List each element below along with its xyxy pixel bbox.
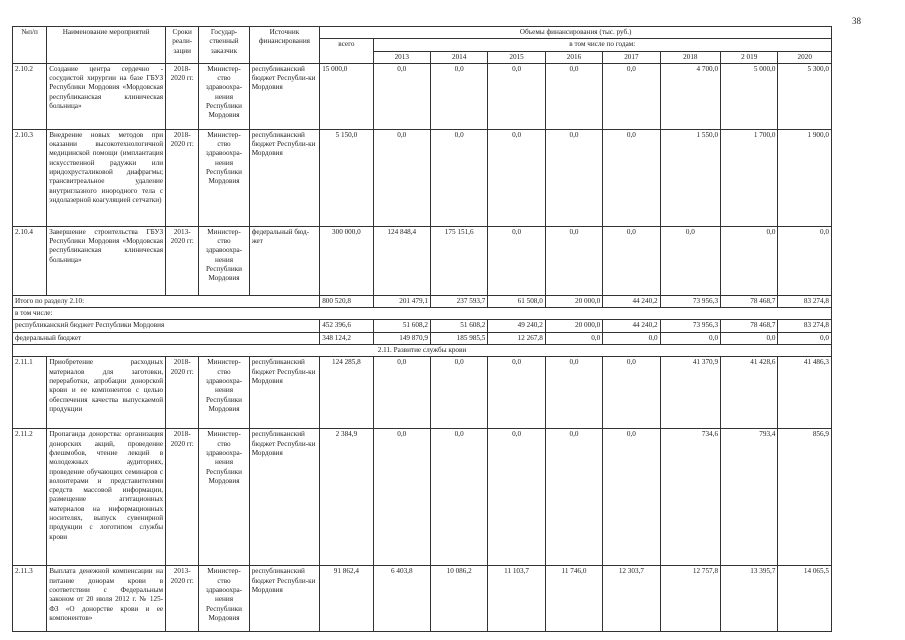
incl-row [13,308,832,320]
table-row [13,429,832,566]
row-total: 5 150,0 [320,129,373,226]
row-value: 0,0 [430,63,487,129]
row-value: 5 300,0 [778,63,832,129]
header-year: 2017 [603,51,660,63]
row-customer: Министер-ство здравоохра-нения Республики Мордовия [199,63,249,129]
totals-value: 73 956,3 [660,295,720,307]
financing-table [12,26,832,632]
row-total: 300 000,0 [320,226,373,295]
rep-budget-value: 73 956,3 [660,320,720,332]
row-value: 41 370,9 [660,357,720,429]
rep-budget-value: 51 608,2 [430,320,487,332]
row-value: 5 000,0 [721,63,778,129]
row-value: 0,0 [603,63,660,129]
row-source: федеральный бюд-жет [249,226,320,295]
header-year: 2020 [778,51,832,63]
row-term: 2018-2020 гг. [166,357,199,429]
row-total: 91 862,4 [320,566,373,632]
row-source: республиканский бюджет Республи-ки Мордовия [249,566,320,632]
row-value: 11 746,0 [545,566,602,632]
totals-value: 78 468,7 [721,295,778,307]
row-name: Создание центра сердечно - сосудистой хирургии на базе ГБУЗ Республики Мордовия «Мордовская республиканская клиническая больница» [47,63,166,129]
row-value: 0,0 [660,226,720,295]
row-name: Завершение строительства ГБУЗ Республики Мордовия «Мордовская республиканская клиническая больница» [47,226,166,295]
table-row [13,357,832,429]
fed-budget-label: федеральный бюджет [13,332,320,344]
row-num: 2.11.3 [13,566,47,632]
row-source: республиканский бюджет Республи-ки Мордовия [249,129,320,226]
row-value: 0,0 [430,129,487,226]
row-customer: Министер-ство здравоохра-нения Республики Мордовия [199,566,249,632]
row-value: 1 550,0 [660,129,720,226]
row-value: 11 103,7 [488,566,545,632]
row-name: Приобретение расходных материалов для заготовки, переработки, апробации донорской крови и ее компонентов с целью обеспечения качества выпускаемой продукции [47,357,166,429]
rep-budget-value: 51 608,2 [373,320,430,332]
row-customer: Министер-ство здравоохра-нения Республики Мордовия [199,226,249,295]
row-term: 2018-2020 гг. [166,129,199,226]
fed-budget-total: 348 124,2 [320,332,373,344]
row-value: 41 486,3 [778,357,832,429]
fed-budget-value: 149 870,9 [373,332,430,344]
row-value: 0,0 [373,129,430,226]
rep-budget-value: 44 240,2 [603,320,660,332]
header-year: 2015 [488,51,545,63]
rep-budget-row [13,320,832,332]
rep-budget-value: 49 240,2 [488,320,545,332]
header-year: 2018 [660,51,720,63]
row-customer: Министер-ство здравоохра-нения Республики Мордовия [199,429,249,566]
totals-value: 44 240,2 [603,295,660,307]
row-value: 0,0 [430,357,487,429]
row-value: 13 395,7 [721,566,778,632]
row-value: 12 757,8 [660,566,720,632]
row-value: 793,4 [721,429,778,566]
totals-label: Итого по разделу 2.10: [13,295,320,307]
table-row [13,566,832,632]
row-value: 1 700,0 [721,129,778,226]
row-value: 0,0 [603,226,660,295]
totals-value: 20 000,0 [545,295,602,307]
fed-budget-value: 185 985,5 [430,332,487,344]
row-value: 0,0 [373,429,430,566]
row-value: 6 403,8 [373,566,430,632]
header-source: Источник финансирования [249,27,320,64]
incl-label: в том числе: [13,308,832,320]
rep-budget-value: 83 274,8 [778,320,832,332]
row-num: 2.11.2 [13,429,47,566]
row-name: Внедрение новых методов при оказании высокотехнологичной медицинской помощи (имплантация искусственной радужки или иридохрусталиковой диафрагмы; трансвитреальное удаление внутриглазного инородного тела с эндолазерной коагуляцией сетчатки) [47,129,166,226]
row-source: республиканский бюджет Республи-ки Мордовия [249,63,320,129]
fed-budget-value: 0,0 [778,332,832,344]
row-value: 856,9 [778,429,832,566]
fed-budget-value: 0,0 [660,332,720,344]
header-year: 2 019 [721,51,778,63]
row-value: 0,0 [488,226,545,295]
row-value: 175 151,6 [430,226,487,295]
totals-row [13,295,832,307]
header-year: 2014 [430,51,487,63]
row-value: 0,0 [488,129,545,226]
row-value: 0,0 [721,226,778,295]
row-num: 2.10.3 [13,129,47,226]
row-value: 0,0 [545,129,602,226]
header-customer: Государ-ственный заказчик [199,27,249,64]
row-value: 0,0 [603,129,660,226]
row-total: 15 000,0 [320,63,373,129]
row-term: 2013-2020 гг. [166,566,199,632]
row-value: 10 086,2 [430,566,487,632]
row-value: 0,0 [373,63,430,129]
fed-budget-row [13,332,832,344]
header-term: Сроки реали-зации [166,27,199,64]
row-value: 12 303,7 [603,566,660,632]
row-value: 0,0 [545,357,602,429]
totals-value: 237 593,7 [430,295,487,307]
header-incl-years: в том числе по годам: [373,39,831,51]
row-total: 124 285,8 [320,357,373,429]
row-value: 0,0 [488,357,545,429]
totals-value: 201 479,1 [373,295,430,307]
row-value: 41 428,6 [721,357,778,429]
row-value: 734,6 [660,429,720,566]
table-row [13,129,832,226]
row-value: 0,0 [545,63,602,129]
header-year: 2013 [373,51,430,63]
fed-budget-value: 0,0 [603,332,660,344]
row-name: Пропаганда донорства: организация донорских акций, проведение флешмобов, чтение лекций в молодежных аудиториях, проведение обучающих семинаров с волонтерами и представителями средств массовой информации, размещение агитационных материалов на информационных носителях, выпуск сувенирной продукции с логотипом службы крови [47,429,166,566]
totals-value: 83 274,8 [778,295,832,307]
section-row [13,345,832,357]
row-value: 0,0 [603,357,660,429]
header-name: Наименование мероприятий [47,27,166,64]
rep-budget-total: 452 396,6 [320,320,373,332]
row-source: республиканский бюджет Республи-ки Мордовия [249,357,320,429]
rep-budget-value: 20 000,0 [545,320,602,332]
fed-budget-value: 0,0 [721,332,778,344]
row-value: 0,0 [778,226,832,295]
row-value: 0,0 [545,429,602,566]
row-customer: Министер-ство здравоохра-нения Республики Мордовия [199,129,249,226]
row-value: 0,0 [545,226,602,295]
row-customer: Министер-ство здравоохра-нения Республики Мордовия [199,357,249,429]
row-term: 2018-2020 гг. [166,63,199,129]
page-number: 38 [852,16,861,26]
row-value: 124 848,4 [373,226,430,295]
table-row [13,226,832,295]
row-total: 2 384,9 [320,429,373,566]
row-value: 0,0 [430,429,487,566]
fed-budget-value: 0,0 [545,332,602,344]
table-row [13,63,832,129]
row-value: 0,0 [488,429,545,566]
row-value: 1 900,0 [778,129,832,226]
header-volumes: Объемы финансирования (тыс. руб.) [320,27,832,39]
header-total: всего [320,39,373,64]
row-value: 0,0 [373,357,430,429]
row-num: 2.10.2 [13,63,47,129]
row-source: республиканский бюджет Республи-ки Мордовия [249,429,320,566]
header-num: №п/п [13,27,47,64]
row-num: 2.10.4 [13,226,47,295]
row-term: 2018-2020 гг. [166,429,199,566]
row-value: 4 700,0 [660,63,720,129]
rep-budget-value: 78 468,7 [721,320,778,332]
totals-value: 61 508,0 [488,295,545,307]
row-name: Выплата денежной компенсации на питание донорам крови в соответствии с Федеральным законом от 20 июля 2012 г. № 125-ФЗ «О донорстве крови и ее компонентов» [47,566,166,632]
fed-budget-value: 12 267,8 [488,332,545,344]
row-value: 0,0 [603,429,660,566]
totals-total: 800 520,8 [320,295,373,307]
section-title: 2.11. Развитие службы крови [13,345,832,357]
row-value: 0,0 [488,63,545,129]
header-year: 2016 [545,51,602,63]
rep-budget-label: республиканский бюджет Республики Мордовия [13,320,320,332]
row-term: 2013-2020 гг. [166,226,199,295]
row-num: 2.11.1 [13,357,47,429]
row-value: 14 065,5 [778,566,832,632]
